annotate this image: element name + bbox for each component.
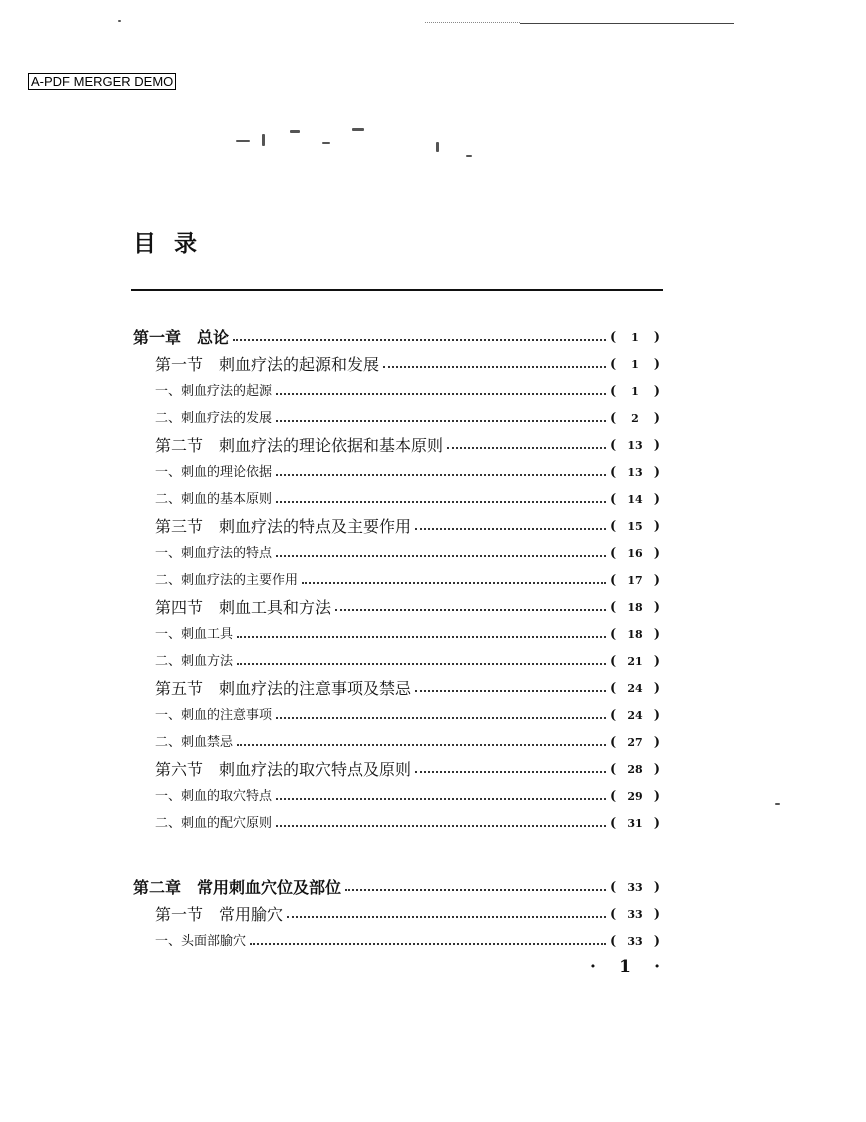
toc-entry-page-number: 1: [631, 358, 639, 371]
toc-entry-title: 一、刺血的取穴特点: [155, 789, 273, 804]
toc-dot-leader: [237, 663, 606, 665]
toc-dot-leader: [276, 501, 606, 503]
toc-entry-title: 第六节 刺血疗法的取穴特点及原则: [155, 760, 412, 779]
toc-entry-section: [155, 759, 660, 781]
toc-entry-page: [610, 651, 660, 673]
toc-entry-title: 第二章 常用刺血穴位及部位: [133, 878, 342, 897]
toc-entry-page-number: 27: [627, 736, 643, 749]
toc-entry-page: [610, 624, 660, 646]
paren-open: (: [610, 627, 617, 642]
toc-entry-title: 第二节 刺血疗法的理论依据和基本原则: [155, 436, 444, 455]
toc-dot-leader: [447, 447, 606, 449]
toc-entry-page: [610, 705, 660, 727]
toc-entry-page: [610, 904, 660, 926]
toc-entry-page: [610, 354, 660, 376]
toc-entry-item: [155, 570, 660, 592]
paren-open: (: [610, 546, 617, 561]
toc-entry-item: [155, 705, 660, 727]
toc-dot-leader: [276, 717, 606, 719]
paren-open: (: [610, 573, 617, 588]
toc-entry-page-number: 13: [627, 439, 643, 452]
toc-entry-title: 一、刺血的注意事项: [155, 708, 273, 723]
paren-close: ): [653, 384, 660, 399]
scan-speck: [352, 128, 364, 131]
toc-dot-leader: [250, 943, 606, 945]
toc-entry-chapter: [133, 877, 660, 899]
paren-close: ): [653, 816, 660, 831]
toc-entry-page: [610, 678, 660, 700]
scan-speck: [322, 142, 330, 144]
toc-entry-section: [155, 904, 660, 926]
toc-entry-page-number: 2: [631, 412, 639, 425]
toc-entry-title: 二、刺血方法: [155, 654, 234, 669]
toc-entry-item: [155, 786, 660, 808]
toc-entry-page-number: 33: [627, 881, 643, 894]
toc-dot-leader: [237, 636, 606, 638]
paren-open: (: [610, 934, 617, 949]
scan-speck: [436, 142, 439, 152]
paren-open: (: [610, 411, 617, 426]
heading-rule: [131, 289, 663, 291]
toc-entry-page: [610, 786, 660, 808]
toc-entry-chapter: [133, 327, 660, 349]
paren-open: (: [610, 816, 617, 831]
paren-open: (: [610, 708, 617, 723]
scan-speck: [466, 155, 472, 157]
toc-entry-title: 一、刺血的理论依据: [155, 465, 273, 480]
page-title: 目录: [133, 230, 215, 257]
toc-dot-leader: [287, 916, 606, 918]
paren-close: ): [653, 789, 660, 804]
toc-entry-item: [155, 381, 660, 403]
paren-open: (: [610, 438, 617, 453]
paren-open: (: [610, 465, 617, 480]
paren-open: (: [610, 735, 617, 750]
toc-entry-title: 二、刺血疗法的主要作用: [155, 573, 299, 588]
toc-entry-page: [610, 732, 660, 754]
scan-speck: [118, 20, 121, 22]
toc-dot-leader: [276, 825, 606, 827]
watermark: A-PDF MERGER DEMO: [28, 73, 176, 90]
paren-open: (: [610, 789, 617, 804]
toc-entry-item: [155, 408, 660, 430]
toc-entry-title: 第一章 总论: [133, 328, 230, 347]
paren-open: (: [610, 907, 617, 922]
toc-entry-item: [155, 624, 660, 646]
toc-dot-leader: [415, 528, 606, 530]
toc-dot-leader: [335, 609, 606, 611]
page-number: [590, 957, 660, 977]
toc-entry-item: [155, 931, 660, 953]
paren-open: (: [610, 600, 617, 615]
paren-close: ): [653, 519, 660, 534]
toc-entry-title: 第一节 常用腧穴: [155, 905, 284, 924]
paren-open: (: [610, 384, 617, 399]
paren-open: (: [610, 880, 617, 895]
scan-artifact-dots: [425, 22, 520, 25]
paren-close: ): [653, 492, 660, 507]
toc-entry-title: 一、刺血疗法的起源: [155, 384, 273, 399]
toc-entry-title: 一、刺血疗法的特点: [155, 546, 273, 561]
toc-entry-page: [610, 462, 660, 484]
paren-open: (: [610, 330, 617, 345]
toc-entry-title: 一、头面部腧穴: [155, 934, 247, 949]
paren-close: ): [653, 411, 660, 426]
paren-open: (: [610, 654, 617, 669]
toc-dot-leader: [345, 889, 606, 891]
toc-entry-page-number: 31: [627, 817, 643, 830]
page-number-value: 1: [619, 957, 631, 977]
toc-entry-page: [610, 570, 660, 592]
paren-close: ): [653, 654, 660, 669]
toc-entry-section: [155, 678, 660, 700]
toc-entry-page-number: 16: [627, 547, 643, 560]
toc-entry-title: 第四节 刺血工具和方法: [155, 598, 332, 617]
toc-entry-item: [155, 651, 660, 673]
toc-entry-title: 第三节 刺血疗法的特点及主要作用: [155, 517, 412, 536]
toc-entry-page: [610, 759, 660, 781]
toc-dot-leader: [276, 474, 606, 476]
toc-entry-page-number: 18: [627, 601, 643, 614]
toc-entry-page-number: 1: [631, 385, 639, 398]
toc-entry-page: [610, 489, 660, 511]
top-rule: [520, 23, 734, 24]
page-number-dot-right: ·: [654, 957, 660, 977]
paren-close: ): [653, 438, 660, 453]
toc-entry-page: [610, 813, 660, 835]
toc-entry-page: [610, 931, 660, 953]
paren-close: ): [653, 627, 660, 642]
toc-entry-page-number: 14: [627, 493, 643, 506]
toc-entry-page-number: 17: [627, 574, 643, 587]
toc-entry-page-number: 24: [627, 682, 643, 695]
paren-open: (: [610, 519, 617, 534]
toc-dot-leader: [302, 582, 606, 584]
scan-speck: [262, 134, 265, 146]
toc-dot-leader: [276, 420, 606, 422]
paren-close: ): [653, 880, 660, 895]
paren-open: (: [610, 681, 617, 696]
scan-speck: [290, 130, 300, 133]
paren-close: ): [653, 907, 660, 922]
toc-entry-section: [155, 435, 660, 457]
toc-dot-leader: [233, 339, 606, 341]
toc-entry-item: [155, 462, 660, 484]
toc-dot-leader: [276, 555, 606, 557]
toc-entry-page-number: 15: [627, 520, 643, 533]
scan-speck: [236, 140, 250, 142]
toc-entry-item: [155, 543, 660, 565]
toc-dot-leader: [276, 798, 606, 800]
paren-open: (: [610, 357, 617, 372]
paren-close: ): [653, 934, 660, 949]
toc-entry-section: [155, 354, 660, 376]
paren-close: ): [653, 573, 660, 588]
paren-close: ): [653, 330, 660, 345]
toc-entry-page: [610, 381, 660, 403]
toc-entry-page-number: 29: [627, 790, 643, 803]
toc-dot-leader: [383, 366, 606, 368]
toc-entry-title: 二、刺血的配穴原则: [155, 816, 273, 831]
page-number-dot-left: ·: [590, 957, 596, 977]
toc-dot-leader: [415, 690, 606, 692]
toc-entry-page-number: 1: [631, 331, 639, 344]
toc-entry-page: [610, 543, 660, 565]
toc-entry-page-number: 24: [627, 709, 643, 722]
toc-entry-page-number: 33: [627, 908, 643, 921]
paren-close: ): [653, 357, 660, 372]
toc-entry-page: [610, 408, 660, 430]
toc-entry-item: [155, 489, 660, 511]
toc-entry-page-number: 18: [627, 628, 643, 641]
paren-close: ): [653, 600, 660, 615]
toc-entry-page: [610, 877, 660, 899]
toc-entry-title: 二、刺血禁忌: [155, 735, 234, 750]
paren-open: (: [610, 762, 617, 777]
toc-entry-page-number: 13: [627, 466, 643, 479]
toc-dot-leader: [276, 393, 606, 395]
toc-entry-page-number: 33: [627, 935, 643, 948]
paren-close: ): [653, 708, 660, 723]
toc-entry-title: 二、刺血的基本原则: [155, 492, 273, 507]
toc-dot-leader: [415, 771, 606, 773]
paren-close: ): [653, 546, 660, 561]
paren-close: ): [653, 735, 660, 750]
toc-entry-title: 二、刺血疗法的发展: [155, 411, 273, 426]
toc-entry-page-number: 28: [627, 763, 643, 776]
toc-entry-section: [155, 516, 660, 538]
scan-speck: [775, 803, 780, 805]
toc-dot-leader: [237, 744, 606, 746]
paren-close: ): [653, 762, 660, 777]
paren-open: (: [610, 492, 617, 507]
paren-close: ): [653, 465, 660, 480]
paren-close: ): [653, 681, 660, 696]
toc-entry-title: 第五节 刺血疗法的注意事项及禁忌: [155, 679, 412, 698]
toc-entry-item: [155, 813, 660, 835]
toc-entry-page: [610, 516, 660, 538]
toc-entry-page: [610, 435, 660, 457]
toc-entry-page-number: 21: [627, 655, 643, 668]
toc-entry-page: [610, 327, 660, 349]
toc-entry-item: [155, 732, 660, 754]
toc-entry-section: [155, 597, 660, 619]
toc-entry-title: 第一节 刺血疗法的起源和发展: [155, 355, 380, 374]
toc-entry-title: 一、刺血工具: [155, 627, 234, 642]
toc-entry-page: [610, 597, 660, 619]
